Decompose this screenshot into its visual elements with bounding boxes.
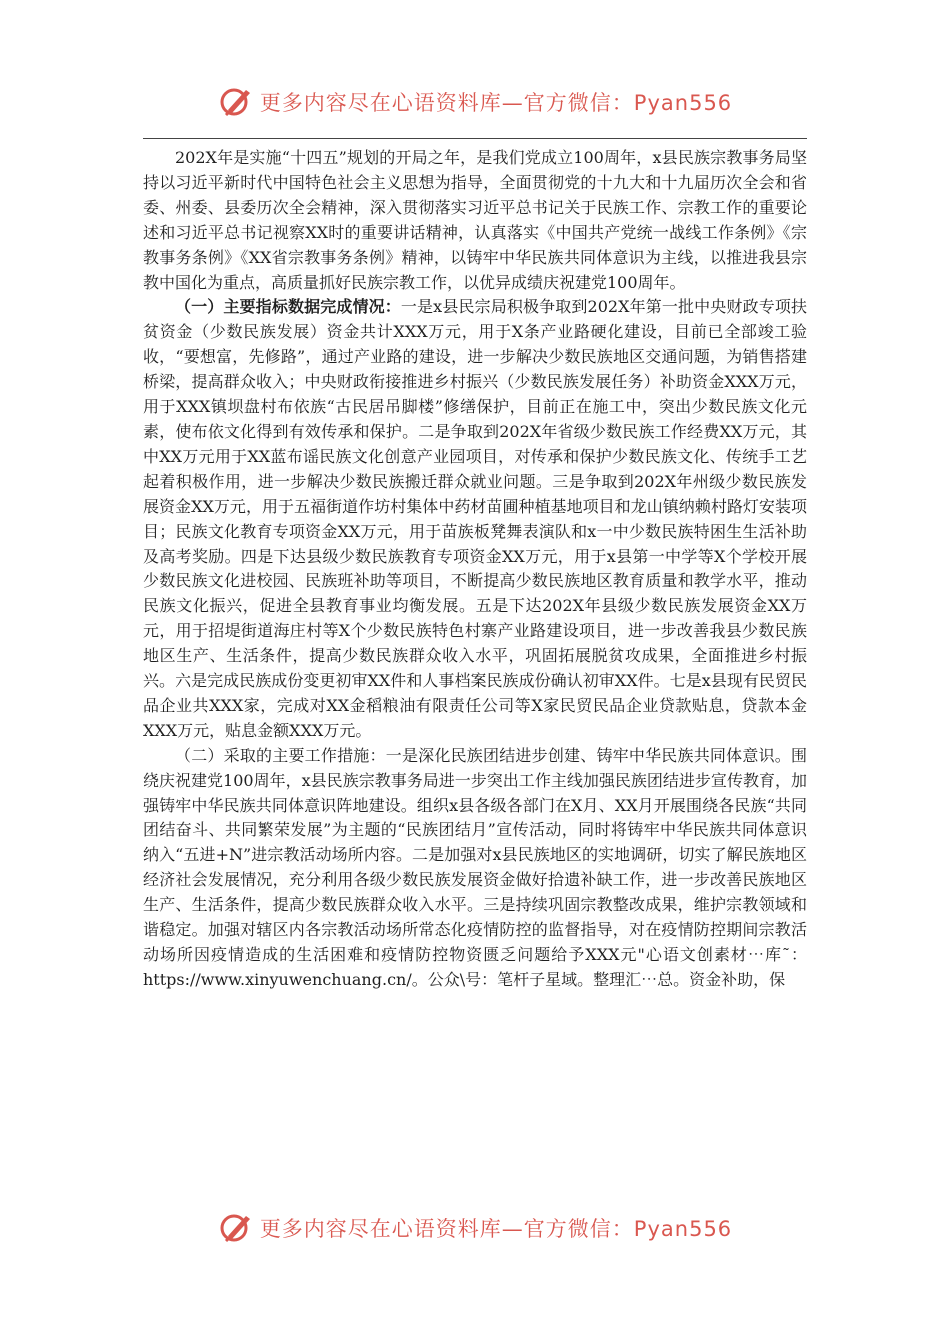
- pen-logo-icon: [218, 84, 254, 120]
- footer-watermark-text: 更多内容尽在心语资料库—官方微信：Pyan556: [259, 1217, 733, 1241]
- paragraph-text: 一是x县民宗局积极争取到202X年第一批中央财政专项扶贫资金（少数民族发展）资金共计XXX万元，用于X条产业路硬化建设，目前已全部竣工验收，“要想富，先修路”，通过产业路的建设，进一步解决少数民族地区交通问题，为销售搭建桥梁，提高群众收入；中央财政衔接推进乡村振兴（少数民族发展任务）补助资金XXX万元，用于XXX镇坝盘村布依族“古民居吊脚楼”修缮保护，目前正在施工中，突出少数民族文化元素，使布依文化得到有效传承和保护。二是争取到202X年省级少数民族工作经费XX万元，其中XX万元用于XX蓝布谣民族文化创意产业园项目，对传承和保护少数民族文化、传统手工艺起着积极作用，进一步解决少数民族搬迁群众就业问题。三是争取到202X年州级少数民族发展资金XX万元，用于五福街道作坊村集体中药材苗圃种植基地项目和龙山镇纳赖村路灯安装项目；民族文化教育专项资金XX万元，用于苗族板凳舞表演队和x一中少数民族特困生生活补助及高考奖励。四是下达县级少数民族教育专项资金XX万元，用于x县第一中学等X个学校开展少数民族文化进校园、民族班补助等项目，不断提高少数民族地区教育质量和教学水平，推动民族文化振兴，促进全县教育事业均衡发展。五是下达202X年县级少数民族发展资金XX万元，用于招堤街道海庄村等X个少数民族特色村寨产业路建设项目，进一步改善我县少数民族地区生产、生活条件，提高少数民族群众收入水平，巩固拓展脱贫攻成果，全面推进乡村振兴。六是完成民族成份变更初审XX件和人事档案民族成份确认初审XX件。七是x县现有民贸民品企业共XXX家，完成对XX金稻粮油有限责任公司等X家民贸民品企业贷款贴息，贷款本金XXX万元，贴息金额XXX万元。: [143, 297, 807, 740]
- measures-paragraph: [143, 744, 807, 993]
- header-divider: [143, 138, 807, 139]
- paragraph-text: 202X年是实施“十四五”规划的开局之年，是我们党成立100周年，x县民族宗教事务局坚持以习近平新时代中国特色社会主义思想为指导，全面贯彻党的十九大和十九届历次全会和省委、州委、县委历次全会精神，深入贯彻落实习近平总书记关于民族工作、宗教工作的重要论述和习近平总书记视察XX时的重要讲话精神，认真落实《中国共产党统一战线工作条例》《宗教事务条例》《XX省宗教事务条例》精神，以铸牢中华民族共同体意识为主线，以推进我县宗教中国化为重点，高质量抓好民族宗教工作，以优异成绩庆祝建党100周年。: [143, 148, 807, 292]
- intro-paragraph: [143, 146, 807, 295]
- header-watermark: [0, 82, 950, 122]
- pen-logo-icon: [218, 1210, 254, 1246]
- document-body: [143, 146, 807, 993]
- header-watermark-text: 更多内容尽在心语资料库—官方微信：Pyan556: [259, 91, 733, 115]
- footer-watermark: [0, 1208, 950, 1248]
- paragraph-text: （二）采取的主要工作措施：一是深化民族团结进步创建、铸牢中华民族共同体意识。围绕庆祝建党100周年，x县民族宗教事务局进一步突出工作主线加强民族团结进步宣传教育，加强铸牢中华民族共同体意识阵地建设。组织x县各级各部门在X月、XX月开展围绕各民族“共同团结奋斗、共同繁荣发展”为主题的“民族团结月”宣传活动，同时将铸牢中华民族共同体意识纳入“五进+N”进宗教活动场所内容。二是加强对x县民族地区的实地调研，切实了解民族地区经济社会发展情况，充分利用各级少数民族发展资金做好拾遗补缺工作，进一步改善民族地区生产、生活条件，提高少数民族群众收入水平。三是持续巩固宗教整改成果，维护宗教领域和谐稳定。加强对辖区内各宗教活动场所常态化疫情防控的监督指导，对在疫情防控期间宗教活动场所因疫情造成的生活困难和疫情防控物资匮乏问题给予XXX元"心语文创素材⋯库˜：https://www.xinyuwenchuang.cn/。公众\号：笔杆子星域。整理汇⋯总。资金补助，保: [143, 745, 807, 989]
- indicators-paragraph: [143, 295, 807, 743]
- section-heading: （一）主要指标数据完成情况：: [175, 297, 401, 317]
